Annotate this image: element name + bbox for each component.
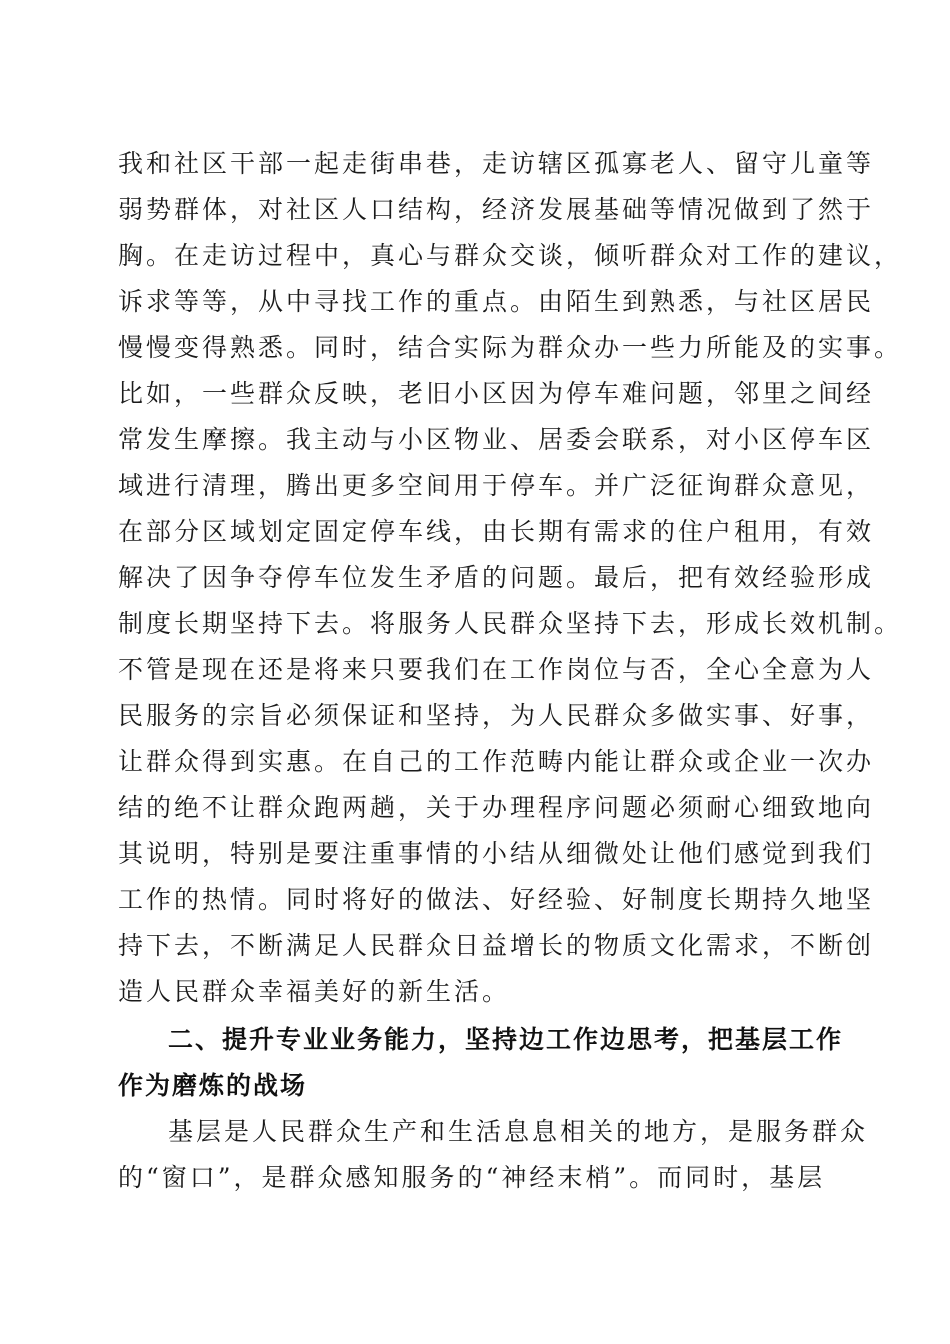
body-text-line: 让群众得到实惠。在自己的工作范畴内能让群众或企业一次办: [118, 747, 875, 776]
body-text-line: 诉求等等，从中寻找工作的重点。由陌生到熟悉，与社区居民: [118, 287, 875, 316]
body-text-line: 造人民群众幸福美好的新生活。: [118, 977, 511, 1006]
body-text-line: 解决了因争夺停车位发生矛盾的问题。最后，把有效经验形成: [118, 563, 875, 592]
body-text-line: 持下去，不断满足人民群众日益增长的物质文化需求，不断创: [118, 931, 875, 960]
body-text-line: 基层是人民群众生产和生活息息相关的地方，是服务群众: [168, 1117, 869, 1146]
body-text-line: 我和社区干部一起走街串巷，走访辖区孤寡老人、留守儿童等: [118, 149, 875, 178]
body-text-line: 结的绝不让群众跑两趟，关于办理程序问题必须耐心细致地向: [118, 793, 875, 822]
body-text-line: 其说明，特别是要注重事情的小结从细微处让他们感觉到我们: [118, 839, 875, 868]
body-text-line: 的“窗口”，是群众感知服务的“神经末梢”。而同时，基层: [118, 1163, 826, 1192]
body-text-line: 域进行清理，腾出更多空间用于停车。并广泛征询群众意见，: [118, 471, 875, 500]
body-text-line: 不管是现在还是将来只要我们在工作岗位与否，全心全意为人: [118, 655, 875, 684]
section-heading: 二、提升专业业务能力，坚持边工作边思考，把基层工作: [168, 1025, 844, 1054]
body-text-line: 工作的热情。同时将好的做法、好经验、好制度长期持久地坚: [118, 885, 875, 914]
body-text-line: 弱势群体，对社区人口结构，经济发展基础等情况做到了然于: [118, 195, 875, 224]
section-heading-continued: 作为磨炼的战场: [118, 1071, 308, 1100]
body-text-line: 比如，一些群众反映，老旧小区因为停车难问题，邻里之间经: [118, 379, 875, 408]
body-text-line: 常发生摩擦。我主动与小区物业、居委会联系，对小区停车区: [118, 425, 875, 454]
body-text-line: 民服务的宗旨必须保证和坚持，为人民群众多做实事、好事，: [118, 701, 875, 730]
body-text-line: 胸。在走访过程中，真心与群众交谈，倾听群众对工作的建议，: [118, 241, 903, 270]
body-text-line: 制度长期坚持下去。将服务人民群众坚持下去，形成长效机制。: [118, 609, 903, 638]
body-text-line: 慢慢变得熟悉。同时，结合实际为群众办一些力所能及的实事。: [118, 333, 903, 362]
body-text-line: 在部分区域划定固定停车线，由长期有需求的住户租用，有效: [118, 517, 875, 546]
